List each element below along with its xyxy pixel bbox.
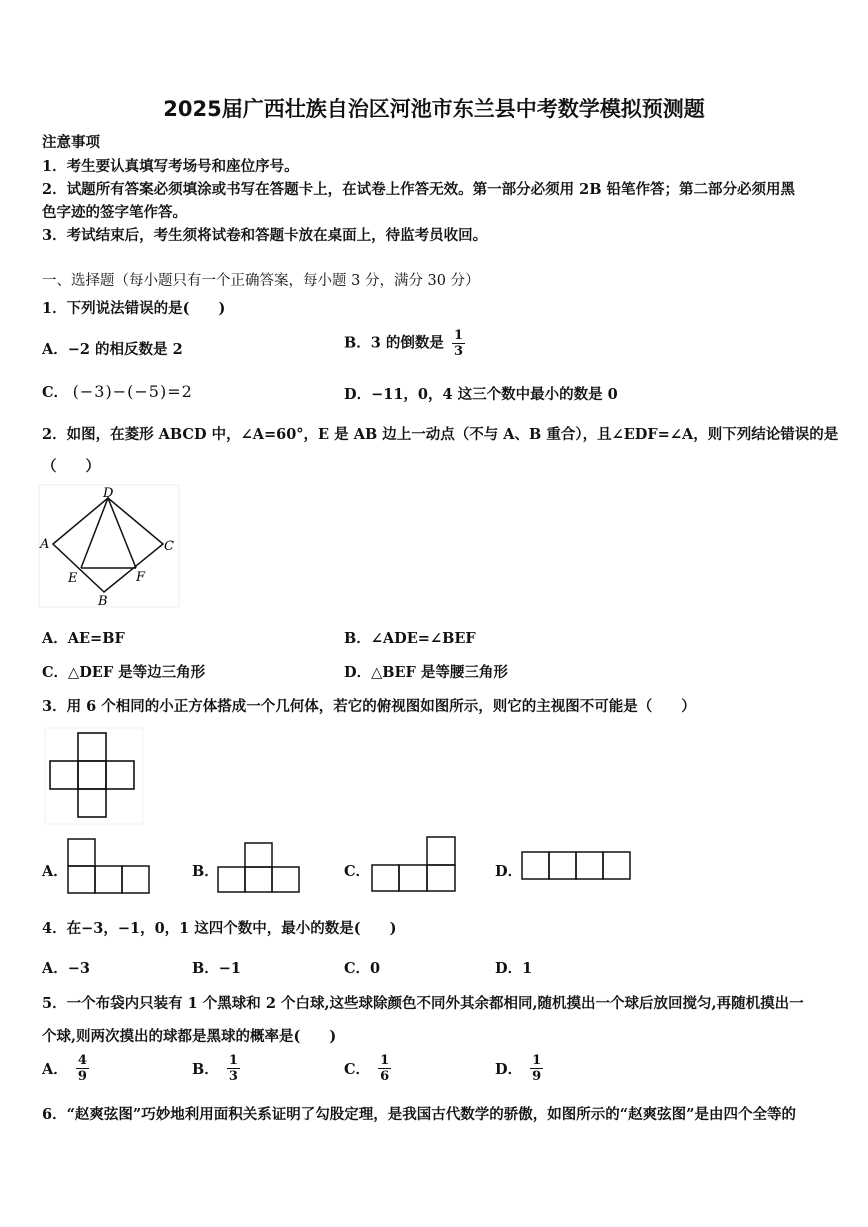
vertex-label-b: B [98, 594, 108, 609]
option-b-figure [216, 841, 302, 895]
question-6-stem: 6．“赵爽弦图”巧妙地利用面积关系证明了勾股定理，是我国古代数学的骄傲，如图所示的“赵爽弦图”是由四个全等的 [42, 1106, 796, 1123]
question-5-option-b [192, 1053, 240, 1084]
question-4-option-a: A．−3 [42, 960, 90, 977]
option-label: B． [192, 1061, 219, 1078]
question-4-option-d: D．1 [495, 960, 533, 977]
fraction-denominator: 6 [380, 1069, 390, 1084]
fraction-numerator: 1 [453, 328, 464, 343]
option-label: C． [344, 1061, 371, 1078]
option-c-figure [370, 835, 458, 895]
question-5-option-d [495, 1053, 543, 1084]
option-label: A． [42, 1061, 68, 1078]
fraction-denominator: 9 [532, 1069, 542, 1084]
option-c-expression: (−3)−(−5)=2 [72, 382, 193, 401]
page-title: 2025届广西壮族自治区河池市东兰县中考数学模拟预测题 [163, 97, 705, 121]
fraction-numerator: 1 [380, 1053, 390, 1068]
question-5-stem-cont: 个球,则两次摸出的球都是黑球的概率是( ) [42, 1028, 337, 1045]
question-5-stem: 5．一个布袋内只装有 1 个黑球和 2 个白球,这些球除颜色不同外其余都相同,随机摸出一个球后放回搅匀,再随机摸出一 [42, 995, 804, 1012]
question-4-stem: 4．在−3，−1，0，1 这四个数中，最小的数是( ) [42, 920, 397, 937]
notice-item: 2．试题所有答案必须填涂或书写在答题卡上，在试卷上作答无效。第一部分必须用 2B 铅笔作答；第二部分必须用黑 [42, 181, 796, 198]
vertex-label-a: A [40, 537, 50, 552]
question-3-stem: 3．用 6 个相同的小正方体搭成一个几何体，若它的俯视图如图所示，则它的主视图不可能是（ ） [42, 698, 696, 715]
fraction-numerator: 1 [228, 1053, 238, 1068]
question-1-option-a: A．−2 的相反数是 2 [42, 341, 183, 358]
section-heading: 一、选择题（每小题只有一个正确答案，每小题 3 分，满分 30 分） [42, 273, 480, 289]
question-2-option-a: A．AE=BF [42, 630, 125, 647]
fraction-denominator: 9 [77, 1069, 87, 1084]
question-4-option-b: B．−1 [192, 960, 241, 977]
vertex-label-e: E [68, 571, 78, 586]
question-4-option-c: C．0 [344, 960, 381, 977]
option-d-figure [520, 850, 634, 882]
fraction-numerator: 1 [532, 1053, 542, 1068]
question-2-option-c: C．△DEF 是等边三角形 [42, 664, 206, 681]
fraction-denominator: 3 [453, 344, 464, 359]
question-1-option-d: D．−11，0，4 这三个数中最小的数是 0 [344, 386, 618, 403]
question-3-option-a-label: A． [42, 863, 68, 880]
notice-item: 1．考生要认真填写考场号和座位序号。 [42, 158, 299, 175]
question-3-option-d-label: D． [495, 863, 523, 880]
rhombus-figure [36, 484, 181, 609]
question-5-option-a [42, 1053, 89, 1084]
vertex-label-d: D [103, 486, 114, 501]
question-3-option-c-label: C． [344, 863, 371, 880]
fraction-denominator: 3 [228, 1069, 238, 1084]
notice-item: 3．考试结束后，考生须将试卷和答题卡放在桌面上，待监考员收回。 [42, 227, 488, 244]
option-label: D． [495, 1061, 523, 1078]
fraction [227, 1053, 240, 1084]
option-c-label: C． [42, 384, 69, 401]
fraction [530, 1053, 543, 1084]
top-view-figure [44, 727, 144, 825]
question-3-option-b-label: B． [192, 863, 219, 880]
option-b-text: B．3 的倒数是 [344, 334, 444, 352]
fraction [76, 1053, 89, 1084]
question-2-option-d: D．△BEF 是等腰三角形 [344, 664, 508, 681]
fraction [452, 328, 465, 359]
vertex-label-f: F [136, 570, 146, 585]
question-1-option-c [42, 381, 193, 402]
question-2-option-b: B．∠ADE=∠BEF [344, 630, 476, 647]
vertex-label-c: C [164, 539, 174, 554]
option-a-figure [66, 837, 152, 895]
notice-heading: 注意事项 [42, 134, 100, 151]
question-5-option-c [344, 1053, 391, 1084]
fraction [378, 1053, 391, 1084]
question-2-stem: 2．如图，在菱形 ABCD 中，∠A=60°，E 是 AB 边上一动点（不与 A、B 重合），且∠EDF=∠A，则下列结论错误的是 [42, 426, 839, 443]
question-2-stem-cont: （ ） [42, 458, 100, 475]
question-1-option-b [344, 328, 465, 359]
notice-item: 色字迹的签字笔作答。 [42, 204, 187, 221]
fraction-numerator: 4 [77, 1053, 87, 1068]
question-1-stem: 1．下列说法错误的是( ) [42, 300, 226, 317]
